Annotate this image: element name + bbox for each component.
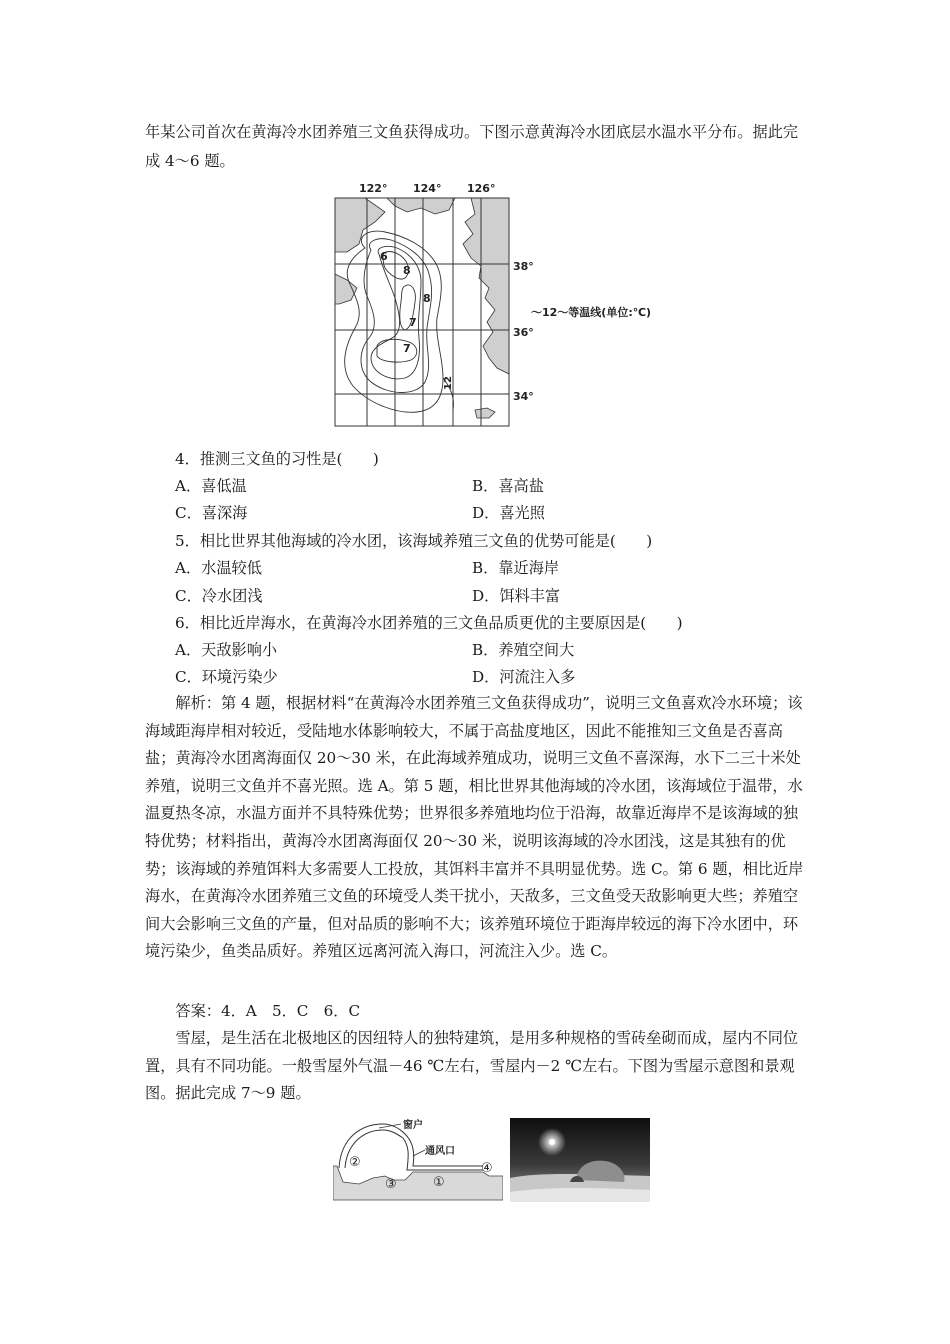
- isotherm-label: 6: [380, 250, 388, 263]
- igloo-diagram: [333, 1118, 503, 1203]
- isotherm-label: 7: [409, 316, 417, 329]
- marker-3: ③: [385, 1177, 397, 1192]
- question-6-stem: 6．相比近岸海水，在黄海冷水团养殖的三文鱼品质更优的主要原因是( ): [175, 614, 683, 632]
- isotherm-label: 8: [403, 264, 411, 277]
- question-5-option-a: A．水温较低: [175, 559, 262, 577]
- sun: [549, 1139, 555, 1145]
- answer-line: 答案：4．A 5．C 6．C: [175, 1002, 361, 1020]
- land-top: [387, 198, 455, 214]
- land-left-lower: [335, 274, 357, 304]
- question-4-option-b: B．喜高盐: [472, 477, 544, 495]
- map-legend: ～12～等温线(单位:℃): [531, 306, 652, 319]
- question-5-stem: 5．相比世界其他海域的冷水团，该海域养殖三文鱼的优势可能是( ): [175, 532, 653, 550]
- isotherm-map: [325, 178, 670, 428]
- window-label: 窗户: [403, 1120, 423, 1131]
- question-6-option-d: D．河流注入多: [472, 668, 576, 686]
- photo-snow-foreground: [510, 1188, 650, 1202]
- question-6-option-a: A．天敌影响小: [175, 641, 278, 659]
- question-5-option-b: B．靠近海岸: [472, 559, 560, 577]
- land-right: [463, 198, 509, 374]
- isotherm-label: 8: [423, 292, 431, 305]
- question-5-option-c: C．冷水团浅: [175, 587, 263, 605]
- intro-paragraph: 年某公司首次在黄海冷水团养殖三文鱼获得成功。下图示意黄海冷水团底层水温水平分布。据此完成 4～6 题。: [145, 123, 799, 170]
- isotherm-lines: [345, 231, 454, 412]
- igloo-intro-paragraph: 雪屋，是生活在北极地区的因纽特人的独特建筑，是用多种规格的雪砖垒砌而成，屋内不同位置，具有不同功能。一般雪屋外气温－46 ℃左右，雪屋内－2 ℃左右。下图为雪屋示意图和景观图。据此完成 7～9 题。: [145, 1029, 799, 1103]
- vent-label: 通风口: [425, 1146, 455, 1157]
- question-6-option-b: B．养殖空间大: [472, 641, 575, 659]
- lon-label: 122°: [359, 182, 388, 195]
- question-4-option-a: A．喜低温: [175, 477, 247, 495]
- lon-label: 126°: [467, 182, 496, 195]
- lon-label: 124°: [413, 182, 442, 195]
- analysis-paragraph: 解析：第 4 题，根据材料“在黄海冷水团养殖三文鱼获得成功”，说明三文鱼喜欢冷水环境；该海域距海岸相对较近，受陆地水体影响较大，不属于高盐度地区，因此不能推知三文鱼是否喜高盐；黄海冷水团离海面仅 20～30 米，在此海域养殖成功，说明三文鱼不喜深海，水下二三十米处养殖，说明三文鱼并不喜光照。选 A。第 5 题，相比世界其他海域的冷水团，该海域位于温带，水温夏热冬凉，水温方面并不具特殊优势；世界很多养殖地均位于沿海，故靠近海岸不是该海域的独特优势；材料指出，黄海冷水团离海面仅 20～30 米，说明该海域的冷水团浅，这是其独有的优势；该海域的养殖饵料大多需要人工投放，其饵料丰富并不具明显优势。选 C。第 6 题，相比近岸海水，在黄海冷水团养殖三文鱼的环境受人类干扰小，天敌多，三文鱼受天敌影响更大些；养殖空间大会影响三文鱼的产量，但对品质的影响不大；该养殖环境位于距海岸较远的海下冷水团中，环境污染少，鱼类品质好。养殖区远离河流入海口，河流注入少。选 C。: [145, 694, 804, 961]
- lat-label: 34°: [513, 390, 534, 403]
- question-4-option-d: D．喜光照: [472, 504, 545, 522]
- question-5-option-d: D．饵料丰富: [472, 587, 561, 605]
- land-left: [335, 198, 385, 252]
- marker-2: ②: [349, 1155, 361, 1170]
- marker-4: ④: [481, 1161, 493, 1176]
- igloo-landscape-photo: [510, 1118, 650, 1202]
- isotherm-label: 7: [403, 342, 411, 355]
- question-4-stem: 4．推测三文鱼的习性是( ): [175, 450, 379, 468]
- isotherm-label: 12: [443, 376, 454, 390]
- question-4-option-c: C．喜深海: [175, 504, 248, 522]
- lat-label: 38°: [513, 260, 534, 273]
- island: [475, 408, 495, 418]
- question-6-option-c: C．环境污染少: [175, 668, 278, 686]
- marker-1: ①: [433, 1175, 445, 1190]
- vent-pointer: [413, 1150, 425, 1156]
- snow-ground: [333, 1166, 503, 1200]
- lat-label: 36°: [513, 326, 534, 339]
